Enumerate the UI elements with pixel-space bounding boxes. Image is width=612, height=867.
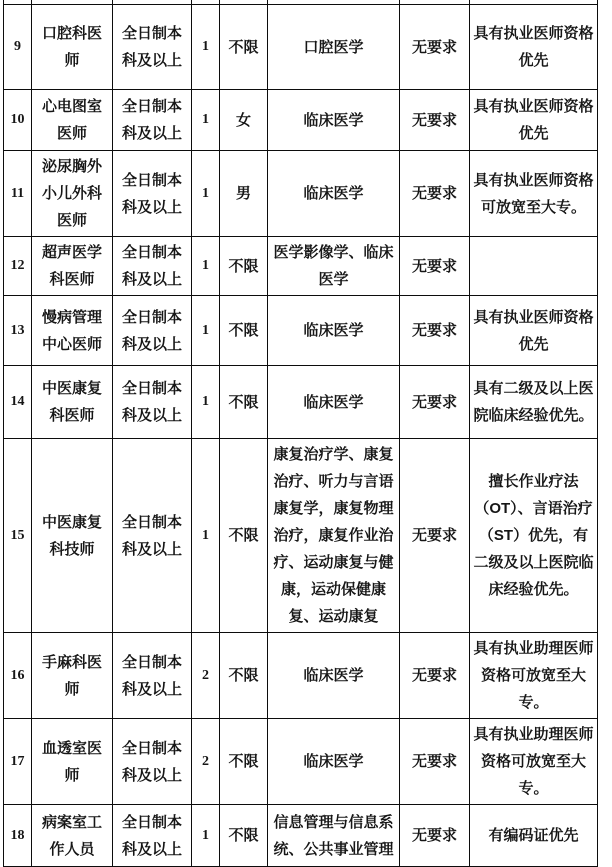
- cell-major: 医学影像学、临床医学: [268, 237, 400, 296]
- cell-headcount: 1: [192, 439, 220, 633]
- cell-major: 临床医学: [268, 366, 400, 439]
- table-row: [3, 5, 598, 90]
- cell-major: 临床医学: [268, 633, 400, 719]
- table-row: [3, 237, 598, 296]
- cell-gender: 不限: [220, 366, 268, 439]
- cell-gender: 不限: [220, 5, 268, 90]
- cell-requirement: 无要求: [400, 805, 470, 867]
- cell-major: 康复治疗学、康复治疗、听力与言语康复学，康复物理治疗，康复作业治疗、运动康复与健康，运动保健康复、运动康复: [268, 439, 400, 633]
- cell-major: 临床医学: [268, 719, 400, 805]
- cell-position: 血透室医师: [32, 719, 113, 805]
- cell-row-number: 13: [3, 296, 32, 366]
- cell-row-number: 12: [3, 237, 32, 296]
- cell-position: 中医康复科医师: [32, 366, 113, 439]
- table-row: [3, 151, 598, 237]
- cell-position: 口腔科医师: [32, 5, 113, 90]
- cell-row-number: 11: [3, 151, 32, 237]
- cell-education: 全日制本科及以上: [113, 366, 192, 439]
- cell-row-number: 10: [3, 90, 32, 151]
- cell-major: 临床医学: [268, 151, 400, 237]
- cell-requirement: 无要求: [400, 633, 470, 719]
- cell-headcount: 1: [192, 237, 220, 296]
- cell-requirement: 无要求: [400, 366, 470, 439]
- cell-headcount: 1: [192, 5, 220, 90]
- cell-headcount: 1: [192, 151, 220, 237]
- cell-gender: 不限: [220, 237, 268, 296]
- cell-row-number: 16: [3, 633, 32, 719]
- cell-position: 泌尿胸外小儿外科医师: [32, 151, 113, 237]
- cell-position: 手麻科医师: [32, 633, 113, 719]
- cell-requirement: 无要求: [400, 719, 470, 805]
- cell-position: 超声医学科医师: [32, 237, 113, 296]
- cell-row-number: 17: [3, 719, 32, 805]
- cell-education: 全日制本科及以上: [113, 90, 192, 151]
- cell-major: 信息管理与信息系统、公共事业管理: [268, 805, 400, 867]
- cell-note: 具有执业医师资格优先: [470, 5, 598, 90]
- cell-education: 全日制本科及以上: [113, 439, 192, 633]
- cell-gender: 不限: [220, 719, 268, 805]
- cell-headcount: 1: [192, 90, 220, 151]
- cell-requirement: 无要求: [400, 296, 470, 366]
- cell-note: 具有执业助理医师资格可放宽至大专。: [470, 633, 598, 719]
- cell-headcount: 2: [192, 719, 220, 805]
- cell-major: 临床医学: [268, 296, 400, 366]
- cell-requirement: 无要求: [400, 5, 470, 90]
- table-row: [3, 90, 598, 151]
- cell-row-number: 14: [3, 366, 32, 439]
- cell-gender: 男: [220, 151, 268, 237]
- cell-major: 临床医学: [268, 90, 400, 151]
- cell-gender: 不限: [220, 805, 268, 867]
- table-row: [3, 439, 598, 633]
- cell-note: 具有执业医师资格优先: [470, 90, 598, 151]
- cell-row-number: 18: [3, 805, 32, 867]
- cell-requirement: 无要求: [400, 90, 470, 151]
- cell-note: 有编码证优先: [470, 805, 598, 867]
- table-row: [3, 805, 598, 867]
- cell-major: 口腔医学: [268, 5, 400, 90]
- cell-gender: 不限: [220, 439, 268, 633]
- cell-gender: 女: [220, 90, 268, 151]
- cell-education: 全日制本科及以上: [113, 237, 192, 296]
- cell-note: 具有执业医师资格优先: [470, 296, 598, 366]
- cell-position: 中医康复科技师: [32, 439, 113, 633]
- cell-requirement: 无要求: [400, 151, 470, 237]
- cell-headcount: 2: [192, 633, 220, 719]
- recruitment-positions-table: [3, 0, 598, 867]
- cell-requirement: 无要求: [400, 237, 470, 296]
- cell-education: 全日制本科及以上: [113, 5, 192, 90]
- table-body: [3, 0, 598, 867]
- cell-note: 擅长作业疗法（OT）、言语治疗（ST）优先，有二级及以上医院临床经验优先。: [470, 439, 598, 633]
- cell-position: 病案室工作人员: [32, 805, 113, 867]
- cell-headcount: 1: [192, 805, 220, 867]
- table-row: [3, 719, 598, 805]
- cell-position: 心电图室医师: [32, 90, 113, 151]
- cell-education: 全日制本科及以上: [113, 296, 192, 366]
- table-row: [3, 366, 598, 439]
- cell-gender: 不限: [220, 296, 268, 366]
- cell-note: 具有执业医师资格可放宽至大专。: [470, 151, 598, 237]
- cell-headcount: 1: [192, 296, 220, 366]
- cell-education: 全日制本科及以上: [113, 151, 192, 237]
- cell-note: [470, 237, 598, 296]
- cell-note: 具有二级及以上医院临床经验优先。: [470, 366, 598, 439]
- cell-education: 全日制本科及以上: [113, 633, 192, 719]
- cell-note: 具有执业助理医师资格可放宽至大专。: [470, 719, 598, 805]
- cell-headcount: 1: [192, 366, 220, 439]
- cell-education: 全日制本科及以上: [113, 719, 192, 805]
- table-row: [3, 296, 598, 366]
- cell-gender: 不限: [220, 633, 268, 719]
- cell-education: 全日制本科及以上: [113, 805, 192, 867]
- cell-position: 慢病管理中心医师: [32, 296, 113, 366]
- cell-requirement: 无要求: [400, 439, 470, 633]
- cell-row-number: 9: [3, 5, 32, 90]
- cell-row-number: 15: [3, 439, 32, 633]
- table-row: [3, 633, 598, 719]
